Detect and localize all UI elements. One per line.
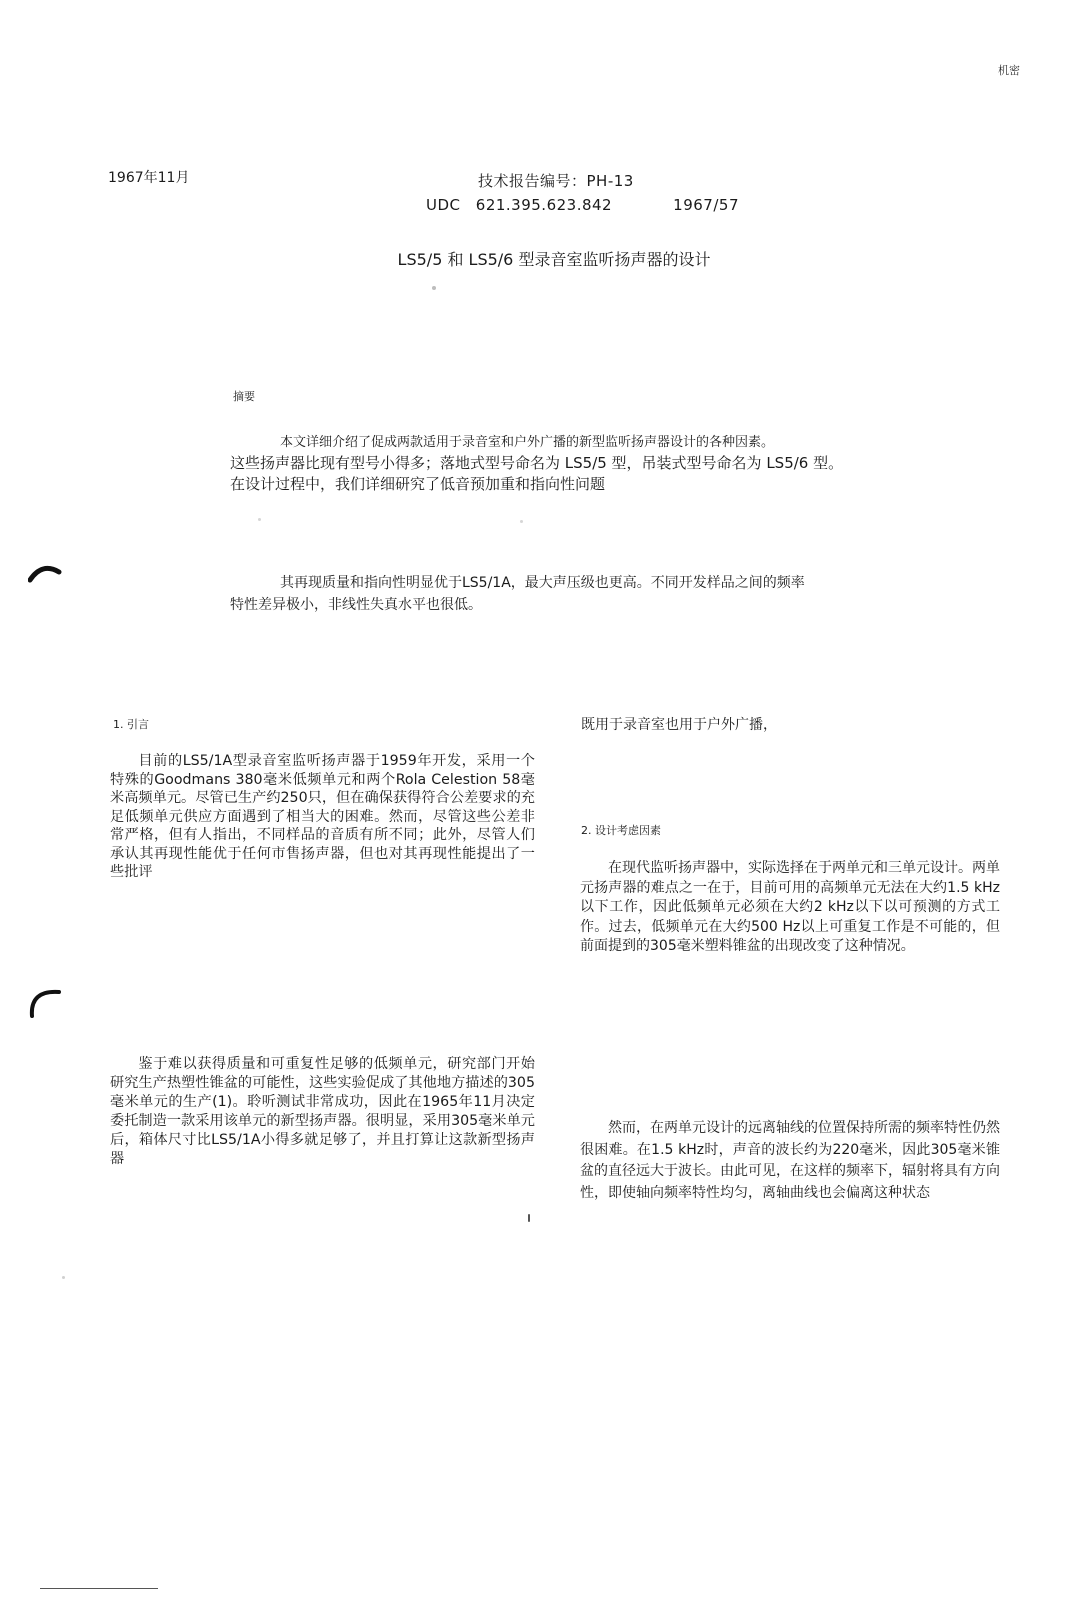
abstract-paragraph-2-body: 特性差异极小，非线性失真水平也很低。 [230,597,482,613]
abstract-paragraph-2-first-line: 其再现质量和指向性明显优于LS5/1A，最大声压级也更高。不同开发样品之间的频率 [280,575,805,591]
section-1-continuation: 既用于录音室也用于户外广播， [581,717,777,733]
report-date: 1967年11月 [108,170,190,186]
abstract-paragraph-1-first-line: 本文详细介绍了促成两款适用于录音室和户外广播的新型监听扬声器设计的各种因素。 [280,435,775,450]
section-1-paragraph-1: 目前的LS5/1A型录音室监听扬声器于1959年开发，采用一个特殊的Goodmans 380毫米低频单元和两个Rola Celestion 58毫米高频单元。尽管已生产约250只，但在确保获得符合公差要求的充足低频单元供应方面遇到了相当大的困难。然而，尽管这些公差非常严格，但有人指出，不同样品的音质有所不同；此外，尽管人们承认其再现性能优于任何市售扬声器，但也对其再现性能提出了一些批评 [110,753,535,880]
abstract-heading: 摘要 [233,390,255,403]
report-number: 技术报告编号：PH-13 [478,172,634,190]
scan-speck [520,520,523,523]
document-title: LS5/5 和 LS5/6 型录音室监听扬声器的设计 [397,250,711,269]
section-2-paragraph-1: 在现代监听扬声器中，实际选择在于两单元和三单元设计。两单元扬声器的难点之一在于，目前可用的高频单元无法在大约1.5 kHz以下工作，因此低频单元必须在大约2 kHz以下以可预测的方式工作。过去，低频单元在大约500 Hz以上可重复工作是不可能的，但前面提到的305毫米塑料锥盆的出现改变了这种情况。 [580,860,1000,954]
abstract-paragraph-2 [230,572,870,616]
scan-mark-icon [28,560,62,584]
section-2-paragraph-2: 然而，在两单元设计的远离轴线的位置保持所需的频率特性仍然很困难。在1.5 kHz时，声音的波长约为220毫米，因此305毫米锥盆的直径远大于波长。由此可见，在这样的频率下，辐射将具有方向性，即使轴向频率特性均匀，离轴曲线也会偏离这种状态 [580,1120,1000,1201]
classification-mark: 机密 [998,64,1020,77]
scan-speck [528,1214,530,1222]
section-1-heading: 1. 引言 [113,718,149,731]
scan-speck [432,286,436,290]
scan-speck [258,518,261,521]
udc-classification: UDC 621.395.623.842 1967/57 [426,196,739,214]
abstract-paragraph-1 [230,432,858,495]
abstract-paragraph-1-body: 这些扬声器比现有型号小得多；落地式型号命名为 LS5/5 型，吊装式型号命名为 LS5/6 型。在设计过程中，我们详细研究了低音预加重和指向性问题 [230,454,844,493]
scan-speck [62,1276,65,1279]
scan-mark-icon [26,982,64,1022]
section-2-heading: 2. 设计考虑因素 [581,824,661,837]
section-1-paragraph-2: 鉴于难以获得质量和可重复性足够的低频单元，研究部门开始研究生产热塑性锥盆的可能性，这些实验促成了其他地方描述的305毫米单元的生产(1)。聆听测试非常成功，因此在1965年11月决定委托制造一款采用该单元的新型扬声器。很明显，采用305毫米单元后，箱体尺寸比LS5/1A小得多就足够了，并且打算让这款新型扬声器 [110,1056,535,1167]
footnote-rule [40,1588,158,1589]
